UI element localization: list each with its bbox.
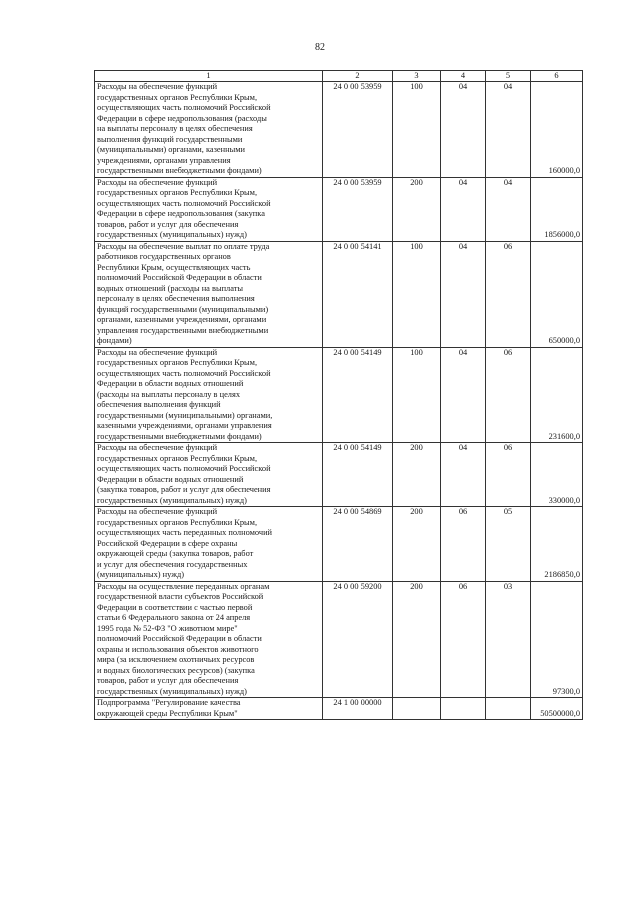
expense-type: 100 bbox=[393, 82, 441, 178]
amount: 231600,0 bbox=[531, 347, 583, 443]
header-cell: 3 bbox=[393, 71, 441, 82]
header-cell: 2 bbox=[323, 71, 393, 82]
section: 04 bbox=[441, 443, 486, 507]
amount: 650000,0 bbox=[531, 241, 583, 347]
subsection: 06 bbox=[486, 347, 531, 443]
row-description: Расходы на обеспечение функций государственных органов Республики Крым, осуществляющих часть полномочий Российской Федерации в сфере недропользования (закупка товаров, работ и услуг для обеспечения государственных (муниципальных) нужд) bbox=[95, 177, 323, 241]
target-code: 24 0 00 54869 bbox=[323, 507, 393, 582]
expense-type: 100 bbox=[393, 347, 441, 443]
section: 06 bbox=[441, 581, 486, 698]
table-row bbox=[95, 241, 583, 347]
table-row bbox=[95, 177, 583, 241]
table-row bbox=[95, 698, 583, 720]
amount: 160000,0 bbox=[531, 82, 583, 178]
amount: 330000,0 bbox=[531, 443, 583, 507]
table-row bbox=[95, 443, 583, 507]
row-description: Расходы на обеспечение функций государственных органов Республики Крым, осуществляющих часть переданных полномочий Российской Федерации в сфере охраны окружающей среды (закупка товаров, работ и услуг для обеспечения государственных (муниципальных) нужд) bbox=[95, 507, 323, 582]
table-row bbox=[95, 82, 583, 178]
expense-type: 200 bbox=[393, 507, 441, 582]
row-description: Расходы на осуществление переданных органам государственной власти субъектов Российской Федерации в соответствии с частью первой статьи 6 Федерального закона от 24 апреля 1995 года № 52-ФЗ "О животном мире" полномочий Российской Федерации в области охраны и использования объектов животного мира (за исключением охотничьих ресурсов и водных биологических ресурсов) (закупка товаров, работ и услуг для обеспечения государственных (муниципальных) нужд) bbox=[95, 581, 323, 698]
expense-type: 200 bbox=[393, 177, 441, 241]
subsection: 06 bbox=[486, 443, 531, 507]
row-description: Расходы на обеспечение функций государственных органов Республики Крым, осуществляющих часть полномочий Российской Федерации в области водных отношений (расходы на выплаты персоналу в целях обеспечения выполнения функций государственными (муниципальными) органами, казенными учреждениями, органами управления государственными внебюджетными фондами) bbox=[95, 347, 323, 443]
table-row bbox=[95, 507, 583, 582]
section: 04 bbox=[441, 241, 486, 347]
section: 04 bbox=[441, 347, 486, 443]
subsection: 04 bbox=[486, 177, 531, 241]
section: 04 bbox=[441, 177, 486, 241]
amount: 1856000,0 bbox=[531, 177, 583, 241]
page-number: 82 bbox=[315, 42, 325, 53]
target-code: 24 0 00 54149 bbox=[323, 347, 393, 443]
subsection: 03 bbox=[486, 581, 531, 698]
header-cell: 4 bbox=[441, 71, 486, 82]
table-row bbox=[95, 347, 583, 443]
header-cell: 1 bbox=[95, 71, 323, 82]
subsection: 06 bbox=[486, 241, 531, 347]
target-code: 24 1 00 00000 bbox=[323, 698, 393, 720]
expense-type bbox=[393, 698, 441, 720]
amount: 2186850,0 bbox=[531, 507, 583, 582]
subsection bbox=[486, 698, 531, 720]
header-cell: 5 bbox=[486, 71, 531, 82]
row-description: Расходы на обеспечение функций государственных органов Республики Крым, осуществляющих часть полномочий Российской Федерации в области водных отношений (закупка товаров, работ и услуг для обеспечения государственных (муниципальных) нужд) bbox=[95, 443, 323, 507]
table-row bbox=[95, 581, 583, 698]
subsection: 04 bbox=[486, 82, 531, 178]
target-code: 24 0 00 53959 bbox=[323, 82, 393, 178]
section bbox=[441, 698, 486, 720]
section: 04 bbox=[441, 82, 486, 178]
target-code: 24 0 00 53959 bbox=[323, 177, 393, 241]
amount: 50500000,0 bbox=[531, 698, 583, 720]
header-row bbox=[95, 71, 583, 82]
target-code: 24 0 00 59200 bbox=[323, 581, 393, 698]
expense-type: 200 bbox=[393, 581, 441, 698]
target-code: 24 0 00 54141 bbox=[323, 241, 393, 347]
header-cell: 6 bbox=[531, 71, 583, 82]
expense-type: 200 bbox=[393, 443, 441, 507]
target-code: 24 0 00 54149 bbox=[323, 443, 393, 507]
subsection: 05 bbox=[486, 507, 531, 582]
row-description: Подпрограмма "Регулирование качества окружающей среды Республики Крым" bbox=[95, 698, 323, 720]
row-description: Расходы на обеспечение выплат по оплате труда работников государственных органов Республики Крым, осуществляющих часть полномочий Российской Федерации в области водных отношений (расходы на выплаты персоналу в целях обеспечения выполнения функций государственными (муниципальными) органами, казенными учреждениями, органами управления государственными внебюджетными фондами) bbox=[95, 241, 323, 347]
amount: 97300,0 bbox=[531, 581, 583, 698]
budget-table bbox=[94, 70, 583, 720]
section: 06 bbox=[441, 507, 486, 582]
expense-type: 100 bbox=[393, 241, 441, 347]
row-description: Расходы на обеспечение функций государственных органов Республики Крым, осуществляющих часть полномочий Российской Федерации в сфере недропользования (расходы на выплаты персоналу в целях обеспечения выполнения функций государственными (муниципальными) органами, казенными учреждениями, органами управления государственными внебюджетными фондами) bbox=[95, 82, 323, 178]
